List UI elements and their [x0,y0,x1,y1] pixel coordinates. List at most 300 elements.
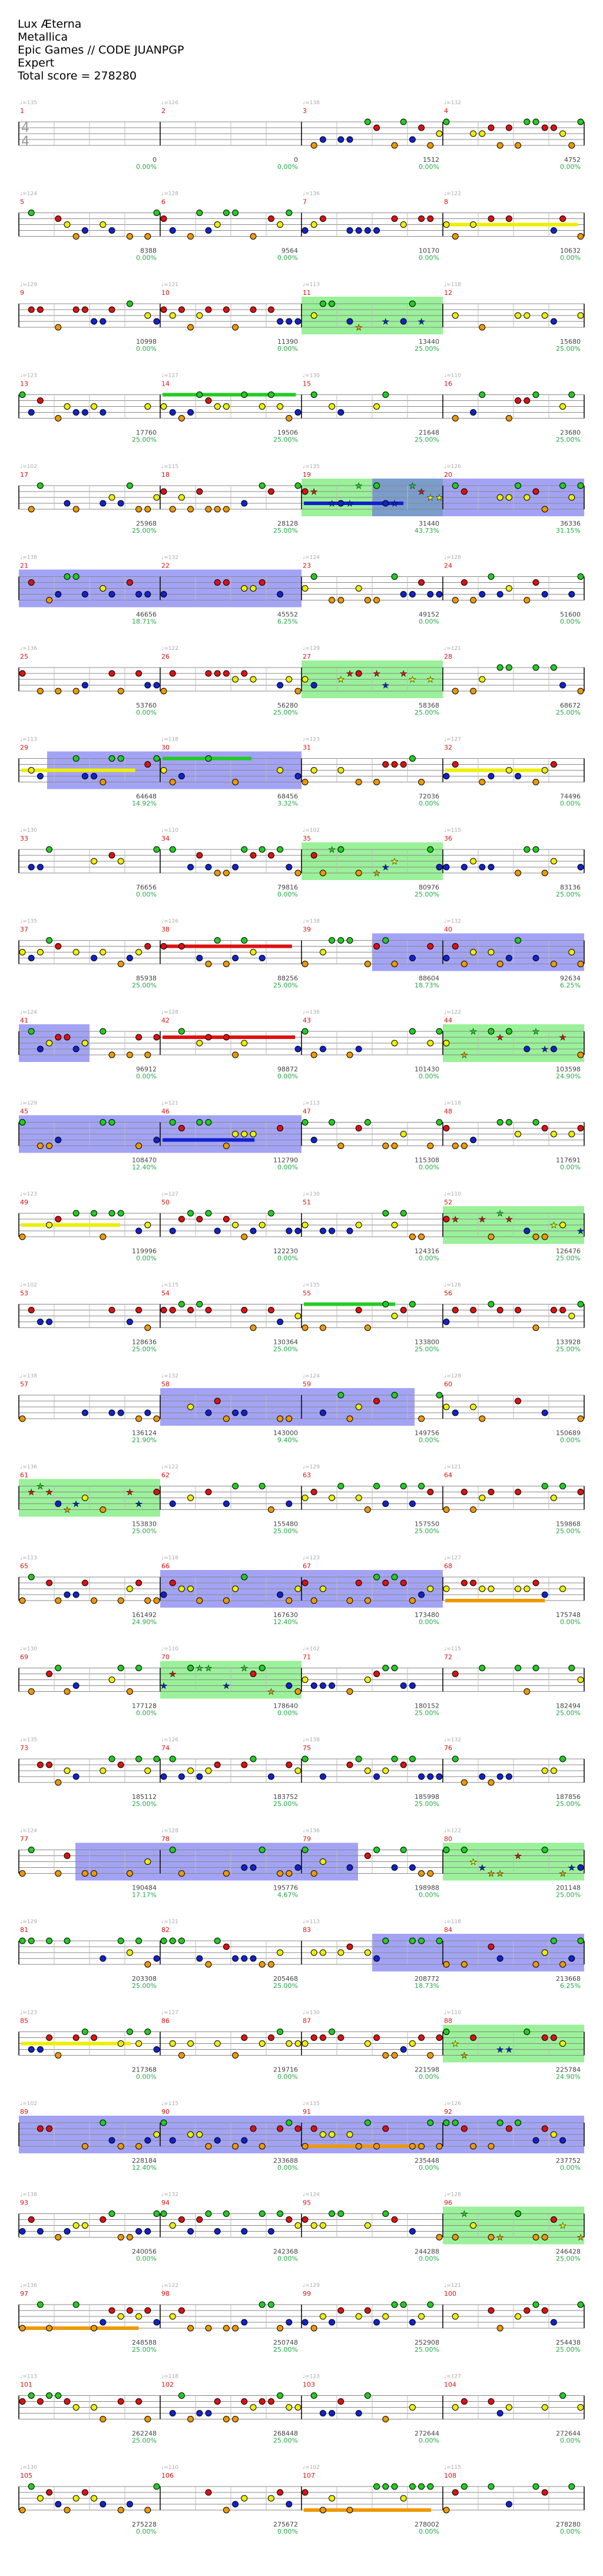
note-yellow [170,313,175,318]
note-orange [419,2143,425,2149]
note-red [136,670,142,676]
note-green [28,1028,34,1034]
measure-number: 80 [444,1835,452,1843]
note-yellow [392,1313,397,1319]
note-red [428,1489,433,1495]
note-red [37,2126,43,2132]
note-yellow [82,2223,88,2229]
measure-number: 40 [444,925,452,934]
note-blue [154,1137,160,1143]
measure-number: 94 [161,2199,170,2207]
note-orange [392,142,397,148]
note-blue [82,228,88,234]
note-orange [533,2235,539,2240]
measure-score: 53760 [136,702,157,709]
note-orange [409,1234,415,1240]
note-orange [170,779,175,785]
note-green [419,1938,425,1944]
measure-number: 48 [444,1107,452,1116]
measure-score: 235448 [415,2157,439,2165]
tempo-mark: ♩=136 [20,2283,37,2289]
measure-percent: 25.00% [556,1254,581,1262]
note-green [118,756,124,762]
note-blue [286,1228,292,1234]
note-yellow [515,2313,521,2319]
note-red [277,2126,283,2132]
note-orange [302,2143,308,2149]
star-note: ★ [382,681,390,691]
measure-score: 155480 [273,1520,298,1528]
note-orange [347,1598,353,1604]
note-orange [233,324,238,330]
note-green [374,1574,380,1580]
note-orange [19,1416,25,1422]
note-green [497,2120,503,2126]
note-blue [311,682,317,688]
measure-percent: 25.00% [556,891,581,898]
note-red [55,1034,61,1040]
measure-percent: 3.32% [277,799,298,808]
note-yellow [320,2132,326,2137]
note-blue [268,1774,274,1780]
note-red [560,1307,566,1313]
note-green [47,938,52,944]
note-red [488,1944,494,1950]
note-green [268,1210,274,1216]
note-red [320,2035,326,2041]
measure-number: 46 [161,1107,170,1116]
note-orange [428,142,433,148]
note-red [154,1034,160,1040]
note-green [383,1665,389,1671]
note-yellow [471,131,476,137]
star-note: ★ [373,669,380,679]
note-green [118,1665,124,1671]
note-red [161,489,167,494]
measure-percent: 25.00% [556,436,581,444]
note-green [383,2484,389,2489]
note-blue [497,592,503,597]
note-green [419,2484,425,2489]
tempo-mark: ♩=130 [20,1646,37,1652]
note-green [578,574,584,580]
note-red [197,1216,203,1222]
note-orange [250,234,256,240]
note-orange [497,2325,503,2331]
note-green [374,1483,380,1489]
note-orange [286,1871,292,1877]
note-yellow [569,950,575,955]
measure-score: 108470 [132,1156,157,1164]
note-orange [578,234,584,240]
note-green [329,2029,335,2035]
measure-score: 178640 [273,1702,298,1710]
note-green [259,1847,265,1853]
note-orange [136,1143,142,1149]
note-orange [524,1689,530,1695]
note-blue [436,1774,442,1780]
note-orange [311,1871,317,1877]
star-note: ★ [478,1863,486,1873]
note-blue [145,1410,151,1416]
note-yellow [250,676,256,682]
note-blue [277,1319,283,1325]
note-orange [311,142,317,148]
note-orange [233,2143,238,2149]
note-orange [302,1325,308,1331]
note-green [338,1392,344,1398]
note-green [100,2120,106,2126]
note-red [302,1580,308,1586]
note-green [302,1120,308,1126]
note-yellow [320,1586,326,1592]
note-yellow [488,1586,494,1592]
star-note: ★ [514,1851,522,1861]
note-yellow [551,1768,556,1774]
measure-percent: 0.00% [277,2528,298,2535]
tempo-mark: ♩=128 [161,1828,178,1834]
note-yellow [47,1040,52,1046]
note-orange [55,324,61,330]
measure-score: 76656 [136,884,157,891]
note-yellow [329,1495,335,1501]
note-orange [136,1416,142,1422]
measure-score: 221598 [415,2066,439,2074]
note-green [443,119,449,125]
tempo-mark: ♩=123 [20,1191,37,1197]
note-orange [188,234,194,240]
note-green [443,1847,449,1853]
note-blue [569,1956,575,1961]
measure-score: 115308 [415,1156,439,1164]
tempo-mark: ♩=126 [444,1282,461,1289]
tempo-mark: ♩=126 [161,918,178,925]
note-blue [277,318,283,324]
note-red [223,307,229,313]
note-blue [37,864,43,870]
note-red [47,1671,52,1677]
measure-number: 73 [20,1744,28,1752]
note-red [374,1398,380,1404]
note-orange [419,1416,425,1422]
note-orange [47,597,52,603]
measure-percent: 21.90% [132,1436,157,1444]
note-yellow [311,768,317,774]
note-blue [471,410,476,416]
measure-percent: 25.00% [556,345,581,353]
note-yellow [82,1495,88,1501]
note-green [329,938,335,944]
note-red [127,2308,132,2313]
tempo-mark: ♩=138 [303,100,320,106]
note-red [178,1216,184,1222]
note-blue [214,2137,220,2143]
measure-score: 79816 [277,884,298,891]
measure-score: 180152 [415,1702,439,1710]
note-blue [409,2229,415,2235]
measure-score: 122230 [273,1247,298,1255]
note-orange [206,961,211,967]
note-yellow [497,494,503,500]
note-orange [178,2053,184,2059]
note-orange [383,2053,389,2059]
note-yellow [436,131,442,137]
note-yellow [233,1131,238,1137]
tempo-mark: ♩=121 [444,2283,461,2289]
measure-number: 84 [444,1926,452,1934]
measure-percent: 0.00% [560,254,581,262]
note-blue [338,137,344,142]
note-orange [268,1961,274,1967]
star-note: ★ [478,1215,486,1224]
star-note: ★ [346,669,354,679]
note-orange [91,1871,97,1877]
note-blue [533,2137,539,2143]
note-orange [471,2143,476,2149]
note-red [47,1580,52,1586]
note-blue [347,1865,353,1871]
note-yellow [320,2223,326,2229]
note-green [479,392,485,398]
note-red [161,1307,167,1313]
note-green [73,756,79,762]
note-yellow [64,404,70,410]
measure-number: 107 [303,2472,315,2479]
measure-score: 175748 [556,1611,581,1619]
star-note: ★ [337,675,345,685]
note-yellow [409,2041,415,2047]
measure-percent: 25.00% [273,436,298,444]
note-blue [320,1410,326,1416]
measure-score: 278002 [415,2521,439,2528]
note-green [109,1120,115,1126]
note-yellow [277,768,283,774]
note-yellow [302,676,308,682]
note-green [127,2029,132,2035]
note-orange [428,1143,433,1149]
note-red [170,1307,175,1313]
note-orange [347,2507,353,2513]
note-red [542,1126,548,1131]
tempo-mark: ♩=138 [20,2192,37,2198]
note-orange [233,2416,238,2422]
note-blue [542,1410,548,1416]
measure-score: 201148 [556,1884,581,1892]
note-yellow [233,676,238,682]
measure-percent: 12.40% [273,1618,298,1626]
note-orange [356,870,362,876]
note-red [197,852,203,858]
note-orange [277,1416,283,1422]
measure-percent: 24.90% [132,1618,157,1626]
note-yellow [479,131,485,137]
note-blue [400,1683,406,1689]
note-yellow [91,2405,97,2411]
measure-score: 246428 [556,2248,581,2256]
tempo-mark: ♩=122 [444,1010,461,1015]
note-red [338,2035,344,2041]
note-green [206,756,211,762]
measure-percent: 25.00% [273,2346,298,2353]
note-blue [154,2319,160,2325]
note-yellow [188,2132,194,2137]
note-green [533,2302,539,2308]
note-yellow [365,1677,370,1683]
note-blue [241,2137,247,2143]
note-green [515,938,521,944]
measure-number: 54 [161,1289,170,1297]
note-blue [109,228,115,234]
tempo-mark: ♩=127 [444,2373,461,2380]
note-red [268,2399,274,2405]
tempo-mark: ♩=123 [303,2373,320,2380]
measure-score: 237752 [556,2157,581,2165]
tempo-mark: ♩=118 [444,1100,461,1107]
note-red [241,2035,247,2041]
measure-number: 3 [303,107,307,115]
note-red [286,2217,292,2223]
note-red [452,1307,458,1313]
measure-score: 187856 [556,1793,581,1801]
measure-percent: 25.00% [132,981,157,990]
note-yellow [73,2495,79,2501]
measure-score: 161492 [132,1611,157,1619]
measure-score: 21648 [419,429,439,437]
note-orange [286,1416,292,1422]
tempo-mark: ♩=115 [161,464,178,470]
note-blue [197,1956,203,1961]
note-yellow [188,1404,194,1410]
note-red [170,1580,175,1586]
note-yellow [569,1131,575,1137]
note-blue [295,774,301,779]
note-blue [109,2137,115,2143]
note-blue [392,1865,397,1871]
note-red [356,670,362,676]
measure-number: 25 [20,653,28,660]
tempo-mark: ♩=138 [303,1737,320,1743]
note-red [392,762,397,768]
tempo-mark: ♩=129 [303,1464,320,1470]
tempo-mark: ♩=110 [161,1646,178,1652]
note-green [286,2120,292,2126]
note-blue [277,682,283,688]
note-orange [223,870,229,876]
note-yellow [443,1586,449,1592]
note-red [109,2308,115,2313]
star-note: ★ [460,2209,468,2219]
note-orange [277,1871,283,1877]
note-yellow [170,2223,175,2229]
note-yellow [542,1768,548,1774]
note-orange [91,2325,97,2331]
note-yellow [188,2041,194,2047]
note-blue [329,2319,335,2325]
note-orange [206,2325,211,2331]
note-red [302,2489,308,2495]
star-note: ★ [505,2045,513,2055]
note-green [400,2302,406,2308]
note-orange [118,2143,124,2149]
star-note: ★ [382,863,390,872]
note-orange [374,597,380,603]
note-green [409,1302,415,1307]
note-green [277,847,283,852]
measure-number: 44 [444,1017,452,1024]
measure-percent: 25.00% [415,1800,439,1808]
sustain-orange [445,1599,545,1602]
tempo-mark: ♩=132 [161,2192,178,2198]
measure-percent: 0.00% [277,2073,298,2081]
note-yellow [118,2041,124,2047]
star-note: ★ [223,1681,230,1691]
note-orange [419,779,425,785]
note-yellow [311,313,317,318]
note-green [392,1392,397,1398]
note-yellow [542,1950,548,1956]
note-yellow [542,313,548,318]
note-green [515,483,521,489]
note-green [109,1210,115,1216]
tempo-mark: ♩=124 [303,555,320,561]
note-green [409,1938,415,1944]
note-green [154,210,160,216]
note-green [28,1938,34,1944]
note-blue [170,2411,175,2416]
note-blue [506,1774,512,1780]
note-orange [259,1961,265,1967]
note-red [118,1762,124,1768]
measure-score: 0 [153,156,157,164]
measure-percent: 25.00% [415,436,439,444]
note-red [488,2399,494,2405]
note-green [277,2211,283,2217]
note-green [295,483,301,489]
measure-number: 70 [161,1653,170,1661]
measure-score: 213668 [556,1975,581,1983]
tempo-mark: ♩=135 [303,464,320,470]
measure-number: 83 [303,1926,311,1934]
note-green [578,1938,584,1944]
note-orange [320,1325,326,1331]
note-yellow [223,404,229,410]
note-blue [19,2229,25,2235]
note-blue [197,955,203,961]
measure-percent: 25.00% [556,1800,581,1808]
note-green [197,1120,203,1126]
note-green [37,2302,43,2308]
note-red [302,2217,308,2223]
note-yellow [170,2313,175,2319]
note-green [479,1665,485,1671]
measure-score: 133800 [415,1338,439,1346]
measure-percent: 25.00% [415,709,439,716]
note-yellow [91,404,97,410]
note-green [428,2120,433,2126]
measure-percent: 0.00% [136,1073,157,1080]
note-green [383,1938,389,1944]
note-blue [197,1774,203,1780]
note-red [471,2035,476,2041]
note-yellow [73,950,79,955]
note-red [471,1307,476,1313]
note-green [118,1210,124,1216]
tempo-mark: ♩=124 [20,191,37,197]
tempo-mark: ♩=135 [20,1737,37,1743]
note-blue [524,1046,530,1052]
measure-score: 68456 [277,792,298,801]
star-note: ★ [568,1863,576,1873]
